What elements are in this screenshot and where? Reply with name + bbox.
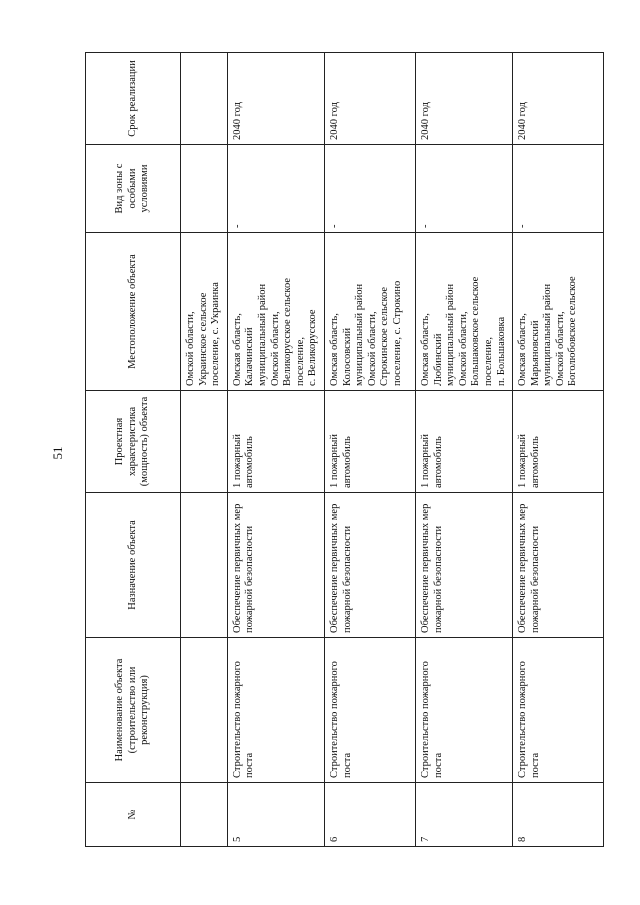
cell-purpose: Обеспечение первичных мер пожарной безопасности — [513, 493, 604, 638]
cell-num: 5 — [227, 783, 324, 847]
cell-name: Строительство пожарного поста — [513, 638, 604, 783]
cell-term: 2040 год — [415, 53, 512, 145]
cell-name: Строительство пожарного поста — [415, 638, 512, 783]
cell-zone: - — [513, 145, 604, 233]
header-term: Срок реализации — [86, 53, 181, 145]
cell-purpose: Обеспечение первичных мер пожарной безопасности — [227, 493, 324, 638]
cell-num: 7 — [415, 783, 512, 847]
table-row — [415, 53, 512, 847]
cell-zone: - — [227, 145, 324, 233]
continuation-row — [181, 53, 228, 847]
cell-name: Строительство пожарного поста — [227, 638, 324, 783]
cell-characteristic: 1 пожарный автомобиль — [227, 391, 324, 493]
page-number: 51 — [50, 446, 65, 460]
table-row — [513, 53, 604, 847]
cell-zone: - — [324, 145, 415, 233]
header-name: Наименование объекта (строительство или реконструкция) — [86, 638, 181, 783]
cell-term: 2040 год — [513, 53, 604, 145]
cell-zone: - — [415, 145, 512, 233]
header-purpose: Назначение объекта — [86, 493, 181, 638]
cell-location: Омская область, Колосовский муниципальный район Омской области, Строкинское сельское поселение, с. Строкино — [324, 233, 415, 391]
cell-characteristic: 1 пожарный автомобиль — [415, 391, 512, 493]
header-characteristic: Проектная характеристика (мощность) объекта — [86, 391, 181, 493]
cell-purpose: Обеспечение первичных мер пожарной безопасности — [415, 493, 512, 638]
cell-num: 6 — [324, 783, 415, 847]
header-location: Местоположение объекта — [86, 233, 181, 391]
table-row — [324, 53, 415, 847]
header-zone: Вид зоны с особыми условиями — [86, 145, 181, 233]
cell-num: 8 — [513, 783, 604, 847]
objects-table — [85, 52, 604, 847]
cell-characteristic: 1 пожарный автомобиль — [513, 391, 604, 493]
cell-term: 2040 год — [324, 53, 415, 145]
continuation-location: Омской области, Украинское сельское поселение, с. Украинка — [181, 233, 228, 391]
header-num: № — [86, 783, 181, 847]
cell-location: Омская область, Любинский муниципальный район Омской области, Большаковское сельское поселение, п. Большаковка — [415, 233, 512, 391]
cell-term: 2040 год — [227, 53, 324, 145]
cell-location: Омская область, Марьяновский муниципальный район Омской области, Боголюбовское сельское — [513, 233, 604, 391]
cell-name: Строительство пожарного поста — [324, 638, 415, 783]
table-frame — [85, 53, 579, 847]
cell-purpose: Обеспечение первичных мер пожарной безопасности — [324, 493, 415, 638]
table-row — [227, 53, 324, 847]
cell-location: Омская область, Калачинский муниципальный район Омской области, Великорусское сельское поселение, с. Великорусское — [227, 233, 324, 391]
header-row — [86, 53, 181, 847]
cell-characteristic: 1 пожарный автомобиль — [324, 391, 415, 493]
